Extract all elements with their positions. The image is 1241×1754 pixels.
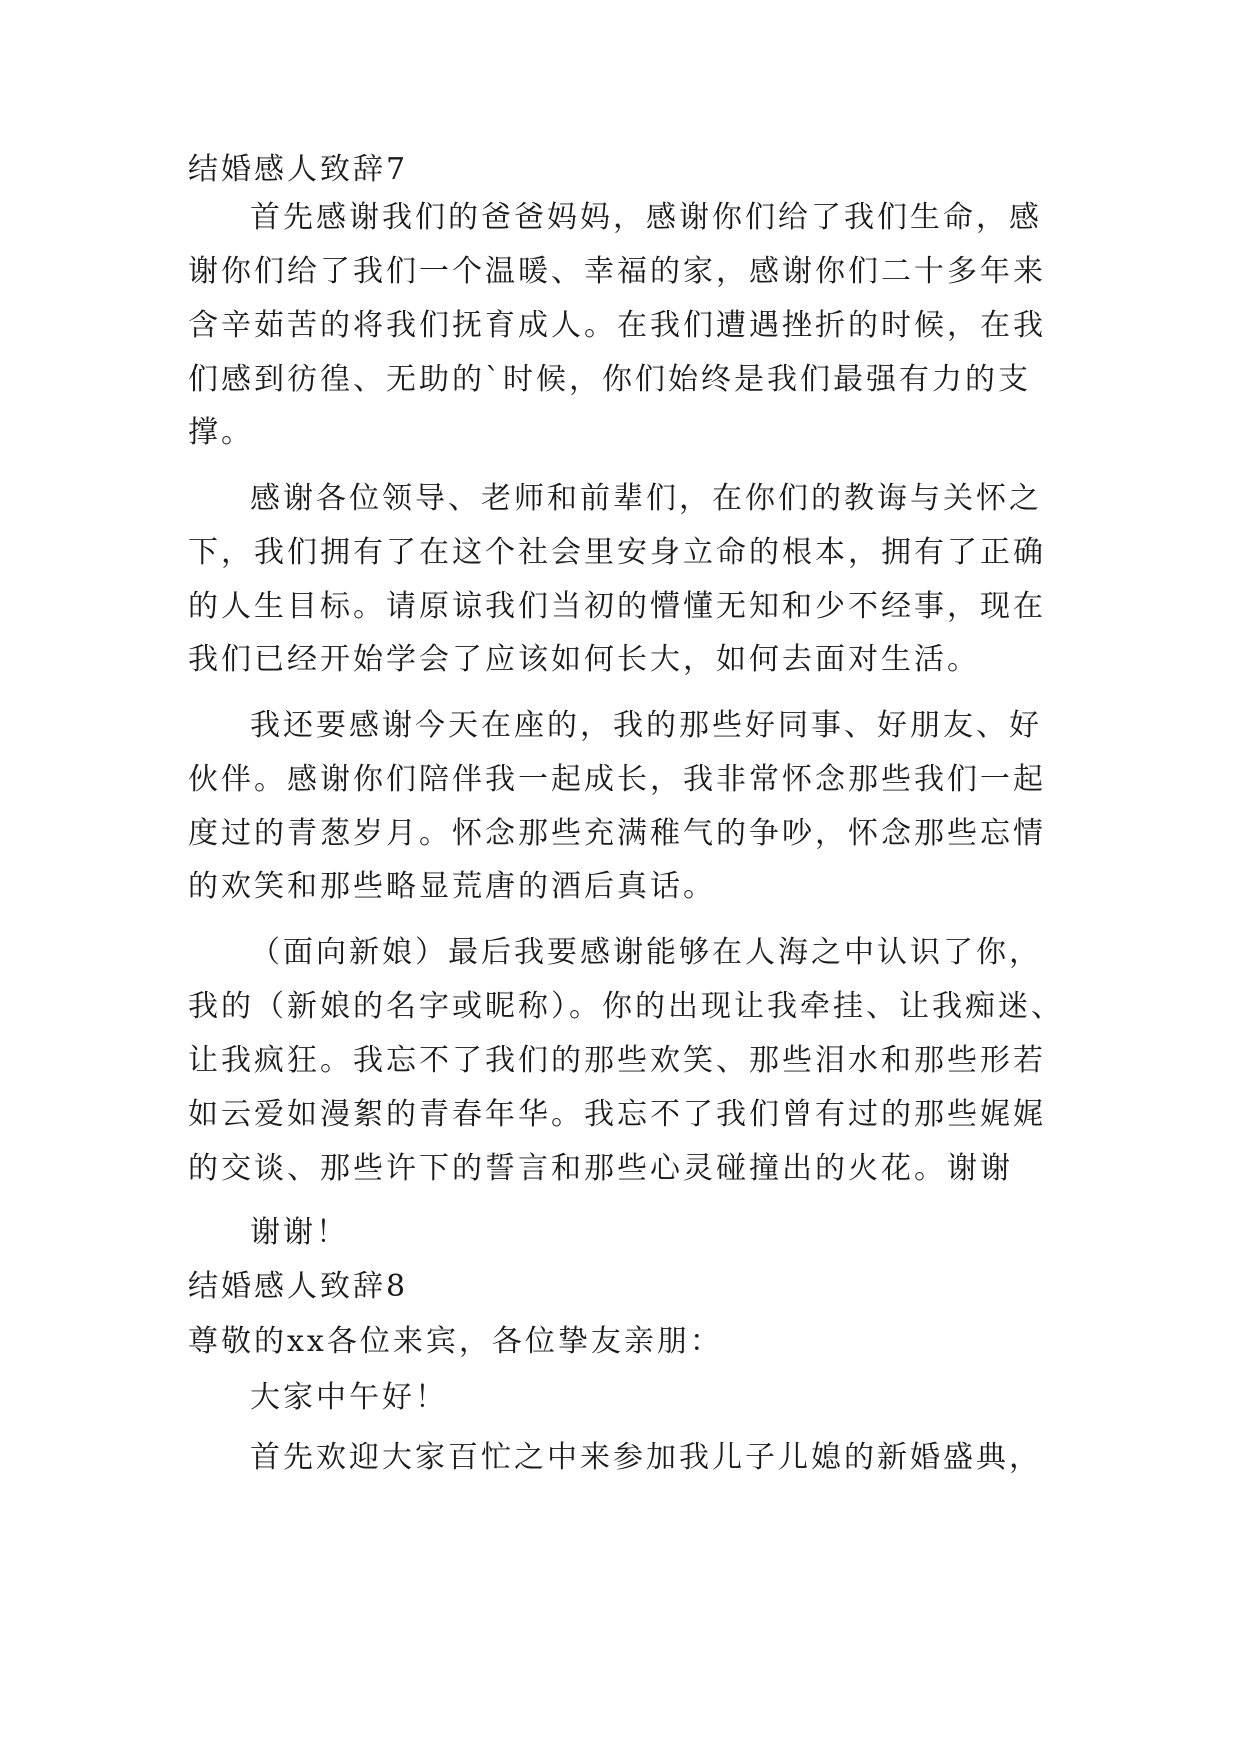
paragraph-line: 的欢笑和那些略显荒唐的酒后真话。 — [188, 869, 716, 904]
paragraph-line: 我们已经开始学会了应该如何长大，如何去面对生活。 — [188, 642, 980, 677]
paragraph-line: 下，我们拥有了在这个社会里安身立命的根本，拥有了正确 — [188, 535, 1046, 570]
paragraph-line: （面向新娘）最后我要感谢能够在人海之中认识了你， — [250, 935, 1042, 970]
thanks-line: 谢谢！ — [250, 1215, 349, 1250]
paragraph-line: 如云爱如漫絮的青春年华。我忘不了我们曾有过的那些娓娓 — [188, 1097, 1046, 1132]
paragraph-line: 撑。 — [188, 415, 254, 450]
paragraph-line: 首先感谢我们的爸爸妈妈，感谢你们给了我们生命，感 — [250, 200, 1042, 235]
paragraph-line: 们感到彷徨、无助的`时候，你们始终是我们最强有力的支 — [188, 362, 1031, 397]
paragraph-line: 我还要感谢今天在座的，我的那些好同事、好朋友、好 — [250, 708, 1042, 743]
paragraph-line: 的人生目标。请原谅我们当初的懵懂无知和少不经事，现在 — [188, 589, 1046, 624]
paragraph-line: 度过的青葱岁月。怀念那些充满稚气的争吵，怀念那些忘情 — [188, 816, 1046, 851]
greeting-line: 大家中午好！ — [250, 1380, 448, 1415]
paragraph-line: 首先欢迎大家百忙之中来参加我儿子儿媳的新婚盛典， — [250, 1440, 1042, 1475]
paragraph-line: 谢你们给了我们一个温暖、幸福的家，感谢你们二十多年来 — [188, 254, 1046, 289]
paragraph-line: 感谢各位领导、老师和前辈们，在你们的教诲与关怀之 — [250, 481, 1042, 516]
paragraph-line: 伙伴。感谢你们陪伴我一起成长，我非常怀念那些我们一起 — [188, 762, 1046, 797]
salutation-line: 尊敬的xx各位来宾，各位挚友亲朋： — [188, 1324, 723, 1359]
section-heading-7: 结婚感人致辞7 — [188, 152, 409, 187]
section-heading-8: 结婚感人致辞8 — [188, 1269, 409, 1304]
paragraph-line: 的交谈、那些许下的誓言和那些心灵碰撞出的火花。谢谢 — [188, 1151, 1013, 1186]
paragraph-line: 含辛茹苦的将我们抚育成人。在我们遭遇挫折的时候，在我 — [188, 308, 1046, 343]
paragraph-line: 我的（新娘的名字或昵称）。你的出现让我牵挂、让我痴迷、 — [188, 989, 1064, 1024]
paragraph-line: 让我疯狂。我忘不了我们的那些欢笑、那些泪水和那些形若 — [188, 1043, 1046, 1078]
